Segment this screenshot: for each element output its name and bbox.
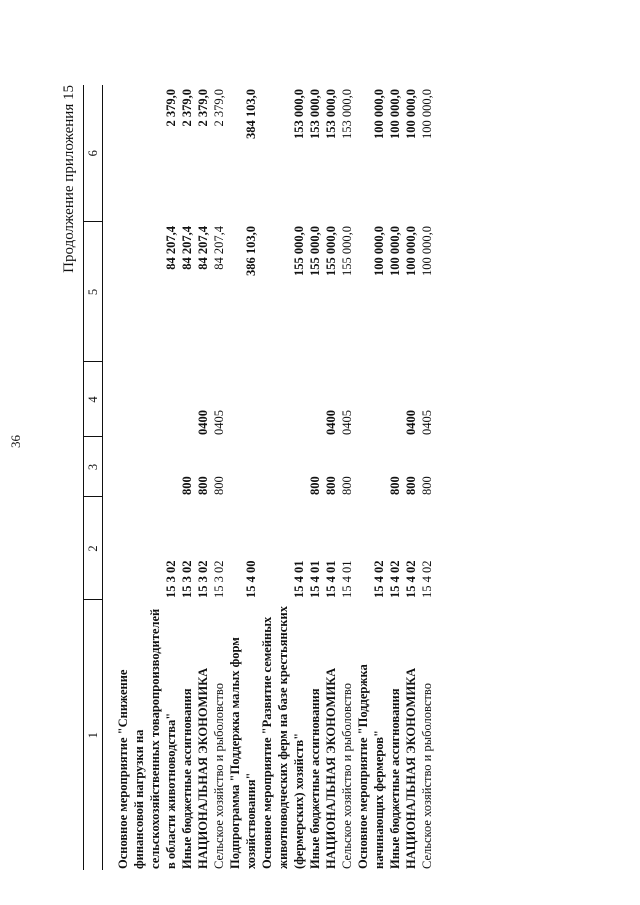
- row-amount-year-1: 155 000,0: [308, 226, 322, 276]
- row-expense-type: 800: [308, 476, 322, 495]
- row-name: Основное мероприятие "Поддержка начинающих фермеров": [356, 664, 386, 869]
- row-target-code: 15 4 02: [404, 560, 418, 598]
- row-target-code: 15 4 02: [388, 560, 402, 598]
- table-row: [419, 85, 435, 870]
- row-amount-year-2: 100 000,0: [372, 89, 386, 139]
- row-section-code: [307, 362, 323, 437]
- row-expense-type: 800: [196, 476, 210, 495]
- row-section-code: 0405: [212, 410, 226, 435]
- row-amount-year-2: 153 000,0: [292, 89, 306, 139]
- row-expense-type: [355, 437, 387, 497]
- row-expense-type: 800: [340, 476, 354, 495]
- row-target-code: 15 4 01: [292, 560, 306, 598]
- row-amount-year-2: 2 379,0: [196, 89, 210, 127]
- table-row: [259, 85, 307, 870]
- row-section-code: [355, 362, 387, 437]
- row-target-code: 15 3 02: [212, 560, 226, 598]
- table-row: [227, 85, 259, 870]
- row-expense-type: 800: [420, 476, 434, 495]
- row-amount-year-2: 153 000,0: [324, 89, 338, 139]
- row-section-code: 0400: [404, 410, 418, 435]
- row-amount-year-1: 84 207,4: [180, 226, 194, 270]
- spacer-row: [103, 85, 116, 870]
- column-number-row: [84, 85, 103, 870]
- table-row: [403, 85, 419, 870]
- row-amount-year-1: 155 000,0: [292, 226, 306, 276]
- column-header-6: 6: [84, 85, 103, 222]
- table-body: [103, 85, 436, 870]
- column-header-4: 4: [84, 362, 103, 437]
- row-name: Основное мероприятие "Развитие семейных животноводческих ферм на базе крестьянских (фермерских) хозяйств": [260, 606, 306, 869]
- row-amount-year-1: 100 000,0: [388, 226, 402, 276]
- row-name: НАЦИОНАЛЬНАЯ ЭКОНОМИКА: [196, 667, 210, 869]
- row-name: НАЦИОНАЛЬНАЯ ЭКОНОМИКА: [404, 667, 418, 869]
- row-name: Подпрограмма "Поддержка малых форм хозяйствования": [228, 637, 258, 869]
- column-header-1: 1: [84, 600, 103, 870]
- row-section-code: [387, 362, 403, 437]
- row-name: Иные бюджетные ассигнования: [180, 688, 194, 869]
- budget-table: [83, 85, 435, 870]
- row-section-code: [227, 362, 259, 437]
- row-expense-type: 800: [212, 476, 226, 495]
- row-section-code: 0405: [420, 410, 434, 435]
- row-name: Сельское хозяйство и рыболовство: [420, 683, 434, 869]
- row-amount-year-1: 100 000,0: [372, 226, 386, 276]
- row-amount-year-2: 100 000,0: [420, 89, 434, 139]
- row-name: Сельское хозяйство и рыболовство: [340, 683, 354, 869]
- row-section-code: [259, 362, 307, 437]
- appendix-caption: Продолжение приложения 15: [61, 85, 77, 273]
- row-target-code: 15 3 02: [180, 560, 194, 598]
- column-header-3: 3: [84, 437, 103, 497]
- row-amount-year-1: 155 000,0: [324, 226, 338, 276]
- row-target-code: 15 3 02: [164, 560, 178, 598]
- row-amount-year-2: 100 000,0: [404, 89, 418, 139]
- row-amount-year-1: 155 000,0: [340, 226, 354, 276]
- table-row: [115, 85, 179, 870]
- row-amount-year-2: 100 000,0: [388, 89, 402, 139]
- row-target-code: 15 4 01: [308, 560, 322, 598]
- row-target-code: 15 3 02: [196, 560, 210, 598]
- row-name: Иные бюджетные ассигнования: [388, 688, 402, 869]
- table-row: [195, 85, 211, 870]
- table-row: [387, 85, 403, 870]
- table-row: [339, 85, 355, 870]
- column-header-2: 2: [84, 497, 103, 600]
- page-number: 36: [8, 435, 23, 448]
- table-row: [307, 85, 323, 870]
- row-amount-year-2: 384 103,0: [244, 89, 258, 139]
- row-section-code: 0405: [340, 410, 354, 435]
- row-name: Сельское хозяйство и рыболовство: [212, 683, 226, 869]
- row-section-code: 0400: [196, 410, 210, 435]
- row-amount-year-1: 84 207,4: [196, 226, 210, 270]
- row-expense-type: 800: [180, 476, 194, 495]
- column-header-5: 5: [84, 222, 103, 362]
- table-row: [355, 85, 387, 870]
- table-row: [323, 85, 339, 870]
- row-section-code: [115, 362, 179, 437]
- row-name: Иные бюджетные ассигнования: [308, 688, 322, 869]
- row-target-code: 15 4 02: [372, 560, 386, 598]
- row-section-code: [179, 362, 195, 437]
- row-amount-year-1: 386 103,0: [244, 226, 258, 276]
- row-target-code: 15 4 01: [340, 560, 354, 598]
- row-target-code: 15 4 02: [420, 560, 434, 598]
- row-expense-type: [227, 437, 259, 497]
- row-target-code: 15 4 01: [324, 560, 338, 598]
- row-expense-type: [259, 437, 307, 497]
- row-expense-type: [115, 437, 179, 497]
- row-section-code: 0400: [324, 410, 338, 435]
- table-row: [211, 85, 227, 870]
- row-expense-type: 800: [404, 476, 418, 495]
- row-amount-year-1: 84 207,4: [164, 226, 178, 270]
- table-row: [179, 85, 195, 870]
- row-amount-year-2: 2 379,0: [212, 89, 226, 127]
- row-amount-year-2: 2 379,0: [164, 89, 178, 127]
- row-amount-year-2: 153 000,0: [340, 89, 354, 139]
- row-target-code: 15 4 00: [244, 560, 258, 598]
- rotated-page: [58, 85, 540, 870]
- row-amount-year-1: 84 207,4: [212, 226, 226, 270]
- row-expense-type: 800: [324, 476, 338, 495]
- row-amount-year-1: 100 000,0: [404, 226, 418, 276]
- row-expense-type: 800: [388, 476, 402, 495]
- row-name: НАЦИОНАЛЬНАЯ ЭКОНОМИКА: [324, 667, 338, 869]
- row-amount-year-2: 2 379,0: [180, 89, 194, 127]
- row-amount-year-1: 100 000,0: [420, 226, 434, 276]
- row-name: Основное мероприятие "Снижение финансовой нагрузки на сельскохозяйственных товаропроизводителей в области животноводства": [116, 608, 178, 869]
- row-amount-year-2: 153 000,0: [308, 89, 322, 139]
